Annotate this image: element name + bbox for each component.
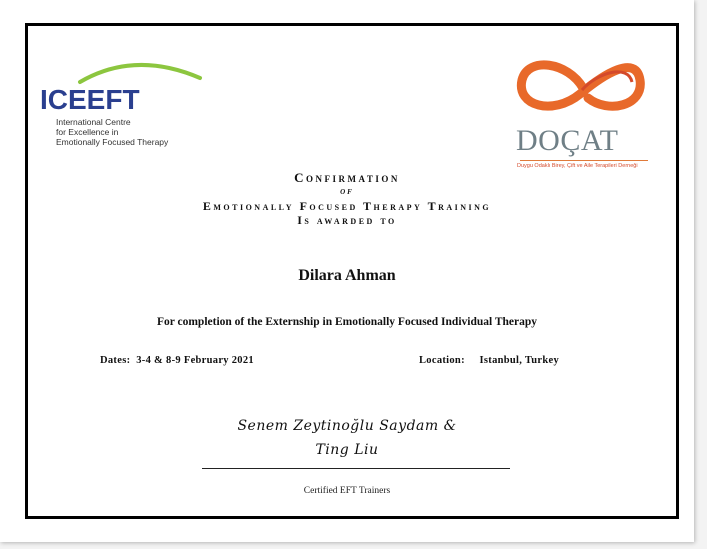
completion-statement: For completion of the Externship in Emotionally Focused Individual Therapy [156, 316, 538, 328]
signature-line-2: Ting Liu [315, 442, 379, 458]
certificate-of: of [340, 186, 354, 197]
iceeft-logo [40, 40, 210, 160]
iceeft-subtitle-line: Emotionally Focused Therapy [56, 137, 169, 147]
program-name: Emotionally Focused Therapy Training [202, 199, 492, 213]
awarded-to: Is awarded to [297, 213, 397, 227]
docat-loop-icon [508, 50, 658, 125]
iceeft-subtitle-line: International Centre [56, 117, 131, 127]
signature-line-1: Senem Zeytinoğlu Saydam & [237, 418, 457, 434]
dates-value: 3-4 & 8-9 February 2021 [136, 355, 254, 366]
location-row [419, 355, 559, 366]
location-label: Location: [419, 355, 465, 366]
docat-divider [520, 160, 648, 161]
docat-wordmark: DOÇAT [516, 124, 619, 157]
dates-row [100, 355, 254, 366]
certificate-title: Confirmation [294, 170, 400, 185]
signature-rule [202, 468, 510, 469]
iceeft-wordmark: ICEEFT [40, 84, 140, 115]
location-value: Istanbul, Turkey [479, 355, 560, 366]
docat-logo [508, 50, 658, 180]
recipient-name: Dilara Ahman [298, 267, 396, 284]
dates-label: Dates: [100, 355, 131, 366]
signature-caption: Certified EFT Trainers [303, 486, 391, 496]
docat-subtitle: Duygu Odaklı Birey, Çift ve Aile Terapileri Derneği [517, 163, 638, 169]
iceeft-subtitle-line: for Excellence in [56, 127, 119, 137]
iceeft-subtitle [56, 117, 206, 147]
